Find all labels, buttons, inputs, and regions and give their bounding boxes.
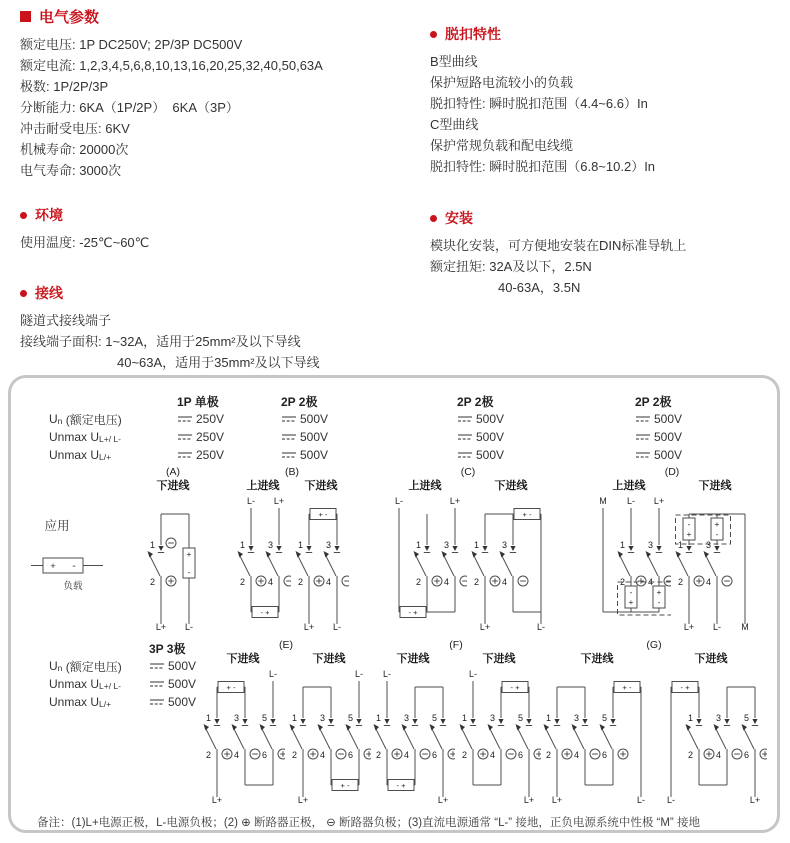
svg-text:L-: L- (382, 669, 392, 679)
diagram-group-items (235, 479, 349, 637)
svg-text:-: - (657, 598, 661, 607)
circuit-diagram-svg (469, 494, 553, 632)
svg-text:4: 4 (501, 577, 507, 587)
wiring-diagram (457, 652, 541, 810)
svg-text:4: 4 (403, 750, 409, 760)
dc-symbol-icon (281, 432, 297, 442)
diagram-title: 上进线 (408, 480, 442, 492)
diagram-group-label: (C) (460, 466, 476, 478)
dc-symbol-icon (635, 432, 651, 442)
diagram-title: 上进线 (246, 480, 280, 492)
svg-text:L-: L- (332, 622, 342, 632)
svg-text:5: 5 (347, 713, 353, 723)
svg-text:1: 1 (619, 540, 625, 550)
voltage-value: 500V (141, 693, 201, 711)
voltage-value: 500V (627, 428, 757, 446)
spec-line: 额定扭矩: 32A及以下，2.5N (430, 259, 592, 274)
svg-text:1: 1 (545, 713, 551, 723)
diagram-group-label: (G) (646, 639, 662, 651)
diagram-title: 下进线 (226, 653, 260, 665)
section-title-trip (430, 24, 782, 44)
wiring-diagram (541, 652, 653, 810)
svg-text:2: 2 (619, 577, 625, 587)
svg-text:6: 6 (601, 750, 607, 760)
spec-line: 电气寿命: 3000次 (20, 163, 122, 178)
voltage-row-label: Unmax U L+/ L- (49, 677, 121, 691)
section-title-text: 电气参数 (39, 9, 100, 26)
svg-text:3: 3 (443, 540, 449, 550)
svg-text:1: 1 (205, 713, 211, 723)
voltage-value: 500V (273, 428, 449, 446)
diagram-title: 下进线 (156, 480, 190, 492)
section-title-environment (20, 205, 422, 225)
section-title-wiring (20, 283, 422, 303)
voltage-value: 500V (449, 428, 627, 446)
svg-text:4: 4 (715, 750, 721, 760)
voltage-value: 250V (169, 428, 273, 446)
red-dot-bullet-icon (430, 215, 437, 222)
spec-line: 40-63A，3.5N (498, 280, 581, 295)
svg-text:- +: - + (510, 682, 520, 692)
spec-line: 接线端子面积: 1~32A，适用于25mm²及以下导线 (20, 334, 301, 349)
wiring-diagram (587, 479, 671, 637)
voltage-col-header: 2P 2极 (281, 394, 318, 409)
section-electrical (20, 6, 422, 181)
svg-text:+: + (714, 520, 720, 529)
voltage-value: 500V (449, 410, 627, 428)
voltage-row-label: U n (额定电压) (49, 412, 122, 427)
section-title-text: 环境 (35, 207, 63, 223)
voltage-col-header: 1P 单极 (177, 394, 219, 409)
diagram-group (201, 639, 371, 810)
right-column (430, 24, 782, 298)
svg-text:3: 3 (403, 713, 409, 723)
voltage-value: 500V (141, 657, 201, 675)
circuit-diagram-svg (655, 667, 767, 805)
svg-text:L-: L- (666, 795, 676, 805)
svg-text:L+: L+ (303, 622, 315, 632)
svg-text:2: 2 (149, 577, 155, 587)
voltage-header-empty (31, 392, 169, 410)
svg-text:L-: L- (626, 496, 636, 506)
svg-text:L-: L- (468, 669, 478, 679)
svg-text:3: 3 (647, 540, 653, 550)
svg-text:2: 2 (461, 750, 467, 760)
svg-text:1: 1 (415, 540, 421, 550)
svg-text:4: 4 (705, 577, 711, 587)
diagram-group-label: (B) (285, 466, 299, 478)
svg-text:-: - (187, 568, 191, 577)
diagram-group-label: (A) (166, 466, 180, 478)
section-title-electrical (20, 6, 422, 27)
circuit-diagram-svg (145, 494, 201, 632)
circuit-diagram-svg (293, 494, 349, 632)
svg-text:2: 2 (473, 577, 479, 587)
svg-text:L+: L+ (479, 622, 491, 632)
dc-symbol-icon (281, 414, 297, 424)
svg-text:L+: L+ (211, 795, 223, 805)
environment-spec-lines (20, 232, 422, 253)
voltage-col-header: 2P 2极 (635, 394, 672, 409)
svg-text:L+: L+ (297, 795, 309, 805)
svg-text:L-: L- (636, 795, 646, 805)
svg-text:L-: L- (354, 669, 364, 679)
wiring-diagram (201, 652, 285, 810)
svg-text:6: 6 (347, 750, 353, 760)
svg-text:4: 4 (267, 577, 273, 587)
voltage-col-header: 3P 3极 (149, 641, 186, 656)
spec-line: 隧道式接线端子 (20, 313, 112, 328)
section-install (430, 208, 782, 298)
wiring-diagram (235, 479, 291, 637)
svg-text:3: 3 (267, 540, 273, 550)
wiring-spec-lines (20, 310, 422, 373)
circuit-diagram-svg (457, 667, 541, 805)
svg-text:L+: L+ (523, 795, 535, 805)
section-title-text: 安装 (445, 210, 473, 226)
voltage-table-3p (31, 639, 201, 711)
svg-text:4: 4 (325, 577, 331, 587)
circuit-diagram-svg (383, 494, 467, 632)
voltage-value: 500V (141, 675, 201, 693)
wiring-diagram (371, 652, 455, 810)
voltage-header-empty (31, 639, 141, 657)
voltage-value: 250V (169, 446, 273, 464)
svg-text:L+: L+ (551, 795, 563, 805)
diagram-group (145, 466, 201, 637)
svg-text:应用: 应用 (44, 519, 70, 533)
svg-text:1: 1 (297, 540, 303, 550)
svg-text:L+: L+ (683, 622, 695, 632)
diagram-group-items (383, 479, 553, 637)
svg-text:+: + (50, 561, 56, 572)
svg-text:6: 6 (261, 750, 267, 760)
spec-line: 脱扣特性: 瞬时脱扣范围（4.4~6.6）In (430, 96, 648, 111)
svg-text:1: 1 (677, 540, 683, 550)
svg-text:L-: L- (268, 669, 278, 679)
wiring-diagram (655, 652, 767, 810)
svg-text:L-: L- (394, 496, 404, 506)
svg-text:- +: - + (680, 682, 690, 692)
dc-symbol-icon (457, 432, 473, 442)
dc-symbol-icon (149, 697, 165, 707)
diagram-group (371, 639, 541, 810)
svg-text:L-: L- (536, 622, 546, 632)
svg-text:M: M (599, 496, 607, 506)
svg-text:L-: L- (712, 622, 722, 632)
svg-text:3: 3 (233, 713, 239, 723)
svg-text:2: 2 (375, 750, 381, 760)
wiring-diagram (287, 652, 371, 810)
diagram-title: 上进线 (612, 480, 646, 492)
section-trip (430, 24, 782, 177)
svg-text:2: 2 (239, 577, 245, 587)
svg-text:+ -: + - (622, 682, 632, 692)
spec-line: 分断能力: 6KA（1P/2P） 6KA（3P） (20, 100, 239, 115)
diagram-group (541, 639, 767, 810)
diagram-group-items (587, 479, 757, 637)
svg-text:2: 2 (205, 750, 211, 760)
diagram-group-items (541, 652, 767, 810)
voltage-table-3p-wrap (31, 639, 201, 711)
svg-text:4: 4 (489, 750, 495, 760)
svg-text:- +: - + (260, 607, 270, 617)
svg-text:6: 6 (517, 750, 523, 760)
diagram-row-2 (31, 639, 761, 810)
svg-text:3: 3 (573, 713, 579, 723)
svg-text:3: 3 (319, 713, 325, 723)
svg-text:L+: L+ (437, 795, 449, 805)
svg-text:3: 3 (489, 713, 495, 723)
circuit-diagram-svg (287, 667, 371, 805)
red-dot-bullet-icon (20, 212, 27, 219)
spec-line: 40~63A，适用于35mm²及以下导线 (117, 355, 320, 370)
circuit-diagram-svg (587, 494, 671, 632)
svg-text:M: M (741, 622, 749, 632)
application-legend-svg (31, 494, 111, 632)
svg-text:L+: L+ (653, 496, 665, 506)
diagram-group-items (145, 479, 201, 637)
svg-text:1: 1 (375, 713, 381, 723)
diagram-group (383, 466, 553, 637)
svg-text:6: 6 (431, 750, 437, 760)
electrical-spec-lines (20, 34, 422, 181)
dc-symbol-icon (281, 450, 297, 460)
diagram-group (235, 466, 349, 637)
svg-text:4: 4 (573, 750, 579, 760)
spec-line: 额定电压: 1P DC250V; 2P/3P DC500V (20, 37, 243, 52)
dc-symbol-icon (635, 414, 651, 424)
voltage-value: 500V (449, 446, 627, 464)
svg-text:5: 5 (743, 713, 749, 723)
circuit-diagram-svg (235, 494, 291, 632)
spec-line: B型曲线 (430, 54, 478, 69)
wiring-diagram (293, 479, 349, 637)
wiring-diagram (469, 479, 553, 637)
svg-text:2: 2 (297, 577, 303, 587)
spec-line: 模块化安装，可方便地安装在DIN标准导轨上 (430, 238, 687, 253)
section-environment (20, 205, 422, 253)
spec-line: 保护常规负载和配电线缆 (430, 138, 574, 153)
diagram-title: 下进线 (580, 653, 614, 665)
svg-text:4: 4 (443, 577, 449, 587)
svg-text:L+: L+ (449, 496, 461, 506)
circuit-diagram-svg (201, 667, 285, 805)
dc-symbol-icon (149, 661, 165, 671)
svg-text:+ -: + - (318, 509, 328, 519)
svg-text:+ -: + - (226, 682, 236, 692)
circuit-diagram-svg (371, 667, 455, 805)
spec-line: 机械寿命: 20000次 (20, 142, 129, 157)
diagram-group-items (201, 652, 371, 810)
red-dot-bullet-icon (430, 31, 437, 38)
wiring-diagram (145, 479, 201, 637)
dc-symbol-icon (149, 679, 165, 689)
voltage-value: 500V (627, 410, 757, 428)
svg-text:+: + (628, 598, 634, 607)
dc-symbol-icon (457, 450, 473, 460)
svg-text:1: 1 (473, 540, 479, 550)
diagram-row-1 (31, 466, 757, 637)
left-column (20, 6, 422, 373)
dc-symbol-icon (457, 414, 473, 424)
diagram-title: 下进线 (312, 653, 346, 665)
voltage-row-label: Unmax U L+/ L- (49, 430, 121, 444)
svg-text:5: 5 (601, 713, 607, 723)
svg-text:2: 2 (687, 750, 693, 760)
diagram-group-label: (D) (664, 466, 680, 478)
svg-text:3: 3 (705, 540, 711, 550)
svg-text:+: + (686, 530, 692, 539)
svg-text:- +: - + (408, 607, 418, 617)
diagram-title: 下进线 (396, 653, 430, 665)
svg-text:L-: L- (184, 622, 194, 632)
svg-text:3: 3 (715, 713, 721, 723)
spec-line: 冲击耐受电压: 6KV (20, 121, 130, 136)
install-spec-lines (430, 235, 782, 298)
spec-line: 额定电流: 1,2,3,4,5,6,8,10,13,16,20,25,32,40,50,63A (20, 58, 323, 73)
svg-text:1: 1 (461, 713, 467, 723)
voltage-value: 500V (273, 410, 449, 428)
svg-text:+ -: + - (522, 509, 532, 519)
trip-spec-lines (430, 51, 782, 177)
voltage-table-1p-2p (31, 392, 757, 464)
svg-text:5: 5 (517, 713, 523, 723)
circuit-diagram-svg (541, 667, 653, 805)
wiring-diagram (673, 479, 757, 637)
svg-text:1: 1 (291, 713, 297, 723)
svg-text:L+: L+ (749, 795, 761, 805)
voltage-row-label: U n (额定电压) (49, 659, 122, 674)
svg-text:5: 5 (261, 713, 267, 723)
diagram-title: 下进线 (482, 653, 516, 665)
svg-text:+ -: + - (340, 780, 350, 790)
dc-symbol-icon (177, 432, 193, 442)
voltage-value: 500V (273, 446, 449, 464)
red-dot-bullet-icon (20, 290, 27, 297)
section-wiring (20, 283, 422, 373)
svg-text:2: 2 (291, 750, 297, 760)
voltage-value: 250V (169, 410, 273, 428)
svg-text:L-: L- (246, 496, 256, 506)
diagram-group-items (371, 652, 541, 810)
dc-symbol-icon (635, 450, 651, 460)
svg-text:-: - (72, 560, 76, 572)
section-title-text: 脱扣特性 (445, 26, 501, 42)
svg-text:4: 4 (647, 577, 653, 587)
voltage-value: 500V (627, 446, 757, 464)
section-title-text: 接线 (35, 285, 63, 301)
svg-text:2: 2 (415, 577, 421, 587)
dc-symbol-icon (177, 414, 193, 424)
voltage-row-label: Unmax U L/+ (49, 695, 112, 709)
svg-text:3: 3 (325, 540, 331, 550)
diagram-title: 下进线 (304, 480, 338, 492)
svg-text:-: - (715, 530, 719, 539)
voltage-col-header: 2P 2极 (457, 394, 494, 409)
diagram-group (587, 466, 757, 637)
svg-text:4: 4 (319, 750, 325, 760)
wiring-diagram (383, 479, 467, 637)
svg-text:-: - (629, 588, 633, 597)
svg-text:2: 2 (677, 577, 683, 587)
dc-symbol-icon (177, 450, 193, 460)
spec-line: 保护短路电流较小的负载 (430, 75, 574, 90)
svg-text:6: 6 (743, 750, 749, 760)
svg-text:负载: 负载 (63, 581, 83, 592)
svg-text:1: 1 (149, 540, 155, 550)
svg-text:+: + (656, 588, 662, 597)
svg-text:2: 2 (545, 750, 551, 760)
section-title-install (430, 208, 782, 228)
voltage-row-label: Unmax U L/+ (49, 448, 112, 462)
red-square-bullet-icon (20, 11, 31, 22)
diagram-group-label: (E) (279, 639, 293, 651)
svg-text:3: 3 (501, 540, 507, 550)
application-legend (31, 494, 111, 637)
diagram-title: 下进线 (698, 480, 732, 492)
svg-text:1: 1 (687, 713, 693, 723)
svg-text:1: 1 (239, 540, 245, 550)
diagram-group-label: (F) (449, 639, 463, 651)
svg-text:5: 5 (431, 713, 437, 723)
circuit-diagram-svg (673, 494, 757, 632)
spec-line: 脱扣特性: 瞬时脱扣范围（6.8~10.2）In (430, 159, 656, 174)
svg-text:-: - (687, 520, 691, 529)
wiring-diagram-panel (8, 375, 780, 833)
svg-text:- +: - + (396, 780, 406, 790)
spec-line: 使用温度: -25℃~60℃ (20, 235, 150, 250)
spec-line: C型曲线 (430, 117, 479, 132)
diagram-title: 下进线 (694, 653, 728, 665)
diagram-title: 下进线 (494, 480, 528, 492)
svg-text:L+: L+ (155, 622, 167, 632)
svg-text:+: + (186, 550, 192, 559)
svg-text:L+: L+ (273, 496, 285, 506)
svg-text:4: 4 (233, 750, 239, 760)
footnote: 备注：(1)L+电源正极，L-电源负极；(2) ⊕ 断路器正极， ⊖ 断路器负极；(3)直流电源通常 “L-” 接地，正负电源系统中性极 “M” 接地 (37, 817, 700, 829)
spec-line: 极数: 1P/2P/3P (20, 79, 109, 94)
